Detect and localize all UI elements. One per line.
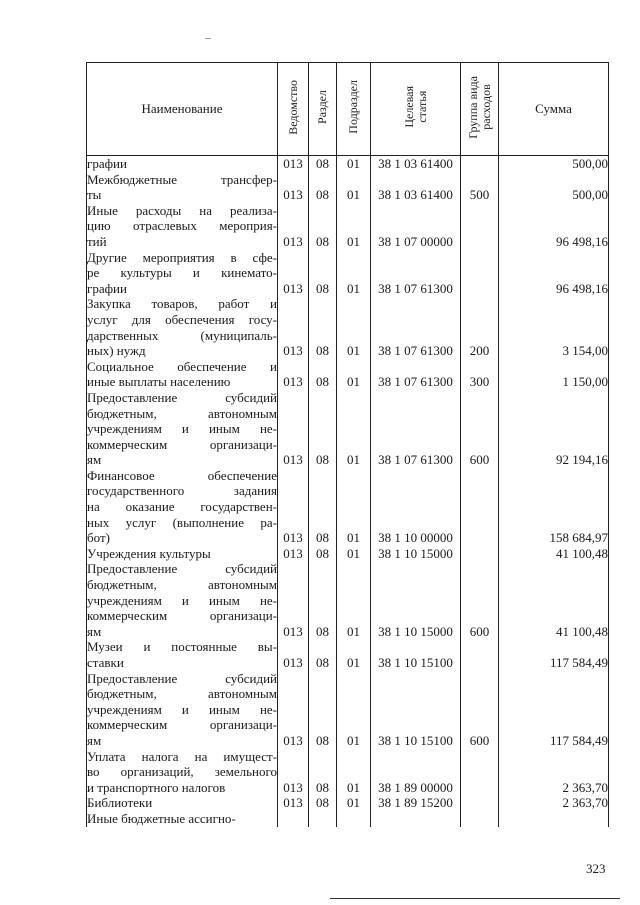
row-name-line: ям	[87, 623, 102, 639]
row-name-line: учреждениям и иным не-	[87, 592, 277, 608]
table-row	[87, 296, 609, 358]
row-dept: 013	[278, 795, 309, 811]
row-section: 08	[309, 250, 337, 297]
row-group: 600	[461, 671, 499, 749]
row-name	[87, 172, 278, 203]
row-name-line: Социальное обеспечение и	[87, 358, 277, 374]
row-name	[87, 468, 278, 546]
row-sum: 96 498,16	[499, 203, 609, 250]
row-name-line: учреждениям и иным не-	[87, 421, 277, 437]
header-section: Раздел	[309, 63, 337, 156]
row-sum: 1 150,00	[499, 359, 609, 390]
row-group	[461, 156, 499, 172]
row-dept: 013	[278, 359, 309, 390]
row-name-line: ям	[87, 452, 102, 468]
row-target: 38 1 10 00000	[371, 468, 461, 546]
row-name-line: графии	[87, 156, 127, 171]
row-name-line: во организаций, земельного	[87, 764, 277, 780]
row-target: 38 1 03 61400	[371, 172, 461, 203]
row-name	[87, 749, 278, 796]
row-sum: 500,00	[499, 172, 609, 203]
row-section: 08	[309, 671, 337, 749]
row-dept	[278, 811, 309, 827]
row-name-line: Межбюджетные трансфер-	[87, 171, 277, 187]
row-dept: 013	[278, 250, 309, 297]
row-name-line: бюджетным, автономным	[87, 686, 277, 702]
row-name-line: Библиотеки	[87, 795, 153, 811]
row-name-line: Уплата налога на имущест-	[87, 748, 277, 764]
table-row	[87, 156, 609, 172]
row-name	[87, 390, 278, 468]
table-row	[87, 172, 609, 203]
row-subsection: 01	[337, 468, 371, 546]
row-name-line: Предоставление субсидий	[87, 389, 277, 405]
row-section: 08	[309, 156, 337, 172]
row-name-line: Финансовое обеспечение	[87, 467, 277, 483]
row-sum: 92 194,16	[499, 390, 609, 468]
row-subsection: 01	[337, 172, 371, 203]
row-target: 38 1 07 00000	[371, 203, 461, 250]
row-name-line: бот)	[87, 530, 110, 546]
row-sum: 41 100,48	[499, 561, 609, 639]
row-dept: 013	[278, 468, 309, 546]
row-subsection: 01	[337, 561, 371, 639]
table-body	[87, 156, 609, 827]
table-row	[87, 561, 609, 639]
row-sum: 2 363,70	[499, 795, 609, 811]
table-row	[87, 203, 609, 250]
row-target: 38 1 10 15000	[371, 561, 461, 639]
table-header-row	[87, 63, 609, 156]
row-target: 38 1 89 15200	[371, 795, 461, 811]
row-target: 38 1 89 00000	[371, 749, 461, 796]
row-target: 38 1 10 15000	[371, 546, 461, 562]
row-section: 08	[309, 639, 337, 670]
row-group	[461, 795, 499, 811]
row-section: 08	[309, 546, 337, 562]
bottom-rule	[330, 898, 620, 899]
row-dept: 013	[278, 749, 309, 796]
row-target: 38 1 07 61300	[371, 390, 461, 468]
row-target: 38 1 03 61400	[371, 156, 461, 172]
row-group: 300	[461, 359, 499, 390]
table-row	[87, 749, 609, 796]
row-dept: 013	[278, 172, 309, 203]
row-group	[461, 250, 499, 297]
row-name	[87, 296, 278, 358]
row-name-line: тий	[87, 233, 107, 249]
row-name-line: ям	[87, 732, 102, 748]
row-name-line: дарственных (муниципаль-	[87, 327, 277, 343]
row-name-line: бюджетным, автономным	[87, 577, 277, 593]
row-name-line: коммерческим организаци-	[87, 436, 277, 452]
row-dept: 013	[278, 296, 309, 358]
row-name-line: коммерческим организаци-	[87, 608, 277, 624]
row-dept: 013	[278, 561, 309, 639]
row-sum: 96 498,16	[499, 250, 609, 297]
row-target	[371, 811, 461, 827]
row-name-line: услуг для обеспечения госу-	[87, 311, 277, 327]
row-section: 08	[309, 359, 337, 390]
row-sum: 2 363,70	[499, 749, 609, 796]
row-name-line: на оказание государствен-	[87, 499, 277, 515]
row-name-line: Предоставление субсидий	[87, 561, 277, 577]
row-subsection: 01	[337, 390, 371, 468]
row-sum: 158 684,97	[499, 468, 609, 546]
table-row	[87, 671, 609, 749]
row-name-line: ных) нужд	[87, 343, 146, 359]
scan-mark	[205, 38, 211, 39]
row-group: 500	[461, 172, 499, 203]
row-name	[87, 250, 278, 297]
row-target: 38 1 10 15100	[371, 671, 461, 749]
row-section: 08	[309, 561, 337, 639]
row-group: 200	[461, 296, 499, 358]
table-row	[87, 468, 609, 546]
row-name-line: ставки	[87, 655, 124, 670]
row-section: 08	[309, 749, 337, 796]
row-name-line: Другие мероприятия в сфе-	[87, 249, 277, 265]
row-subsection: 01	[337, 156, 371, 172]
row-subsection: 01	[337, 546, 371, 562]
row-name-line: ты	[87, 187, 102, 203]
row-name-line: государственного задания	[87, 483, 277, 499]
row-section: 08	[309, 468, 337, 546]
row-dept: 013	[278, 156, 309, 172]
row-subsection: 01	[337, 296, 371, 358]
header-target: Целевая статья	[371, 63, 461, 156]
table-row	[87, 359, 609, 390]
row-section: 08	[309, 296, 337, 358]
row-name	[87, 546, 278, 562]
row-name-line: бюджетным, автономным	[87, 405, 277, 421]
header-subsection: Подраздел	[337, 63, 371, 156]
row-subsection: 01	[337, 639, 371, 670]
row-target: 38 1 07 61300	[371, 296, 461, 358]
row-sum: 117 584,49	[499, 639, 609, 670]
row-section: 08	[309, 172, 337, 203]
table-row	[87, 795, 609, 811]
row-sum: 500,00	[499, 156, 609, 172]
row-name-line: цию отраслевых мероприя-	[87, 218, 277, 234]
row-name-line: Закупка товаров, работ и	[87, 296, 277, 312]
row-dept: 013	[278, 671, 309, 749]
row-name-line: Музеи и постоянные вы-	[87, 639, 277, 655]
row-subsection	[337, 811, 371, 827]
row-subsection: 01	[337, 203, 371, 250]
row-subsection: 01	[337, 749, 371, 796]
row-section: 08	[309, 390, 337, 468]
row-group	[461, 811, 499, 827]
row-section: 08	[309, 795, 337, 811]
row-name-line: Предоставление субсидий	[87, 670, 277, 686]
row-group	[461, 749, 499, 796]
row-sum	[499, 811, 609, 827]
row-subsection: 01	[337, 250, 371, 297]
row-name-line: ных услуг (выполнение ра-	[87, 514, 277, 530]
row-target: 38 1 10 15100	[371, 639, 461, 670]
budget-table	[86, 62, 609, 827]
row-name-line: учреждениям и иным не-	[87, 701, 277, 717]
table-row	[87, 546, 609, 562]
row-dept: 013	[278, 639, 309, 670]
table-row	[87, 811, 609, 827]
row-name	[87, 671, 278, 749]
table-row	[87, 639, 609, 670]
row-group	[461, 546, 499, 562]
table-row	[87, 250, 609, 297]
row-subsection: 01	[337, 795, 371, 811]
row-name-line: иные выплаты населению	[87, 374, 231, 390]
row-name	[87, 203, 278, 250]
header-group: Группа вида расходов	[461, 63, 499, 156]
row-name-line: ре культуры и кинемато-	[87, 265, 277, 281]
row-section	[309, 811, 337, 827]
row-target: 38 1 07 61300	[371, 359, 461, 390]
row-name	[87, 639, 278, 670]
row-name-line: и транспортного налогов	[87, 779, 226, 795]
header-name: Наименование	[87, 63, 278, 156]
row-group	[461, 203, 499, 250]
row-name	[87, 156, 278, 172]
row-subsection: 01	[337, 671, 371, 749]
row-subsection: 01	[337, 359, 371, 390]
row-sum: 41 100,48	[499, 546, 609, 562]
row-group: 600	[461, 390, 499, 468]
page-number: 323	[586, 861, 606, 876]
row-name	[87, 561, 278, 639]
row-name	[87, 359, 278, 390]
header-sum: Сумма	[499, 63, 609, 156]
table-row	[87, 390, 609, 468]
row-name-line: коммерческим организаци-	[87, 717, 277, 733]
row-name-line: Иные бюджетные ассигно-	[87, 810, 236, 826]
row-name-line: Учреждения культуры	[87, 545, 211, 561]
row-dept: 013	[278, 546, 309, 562]
row-name-line: графии	[87, 280, 127, 296]
row-group	[461, 468, 499, 546]
row-group	[461, 639, 499, 670]
row-group: 600	[461, 561, 499, 639]
row-dept: 013	[278, 390, 309, 468]
row-sum: 3 154,00	[499, 296, 609, 358]
row-sum: 117 584,49	[499, 671, 609, 749]
row-name-line: Иные расходы на реализа-	[87, 202, 277, 218]
row-dept: 013	[278, 203, 309, 250]
row-section: 08	[309, 203, 337, 250]
row-target: 38 1 07 61300	[371, 250, 461, 297]
row-name	[87, 795, 278, 811]
header-dept: Ведомство	[278, 63, 309, 156]
row-name	[87, 811, 278, 827]
